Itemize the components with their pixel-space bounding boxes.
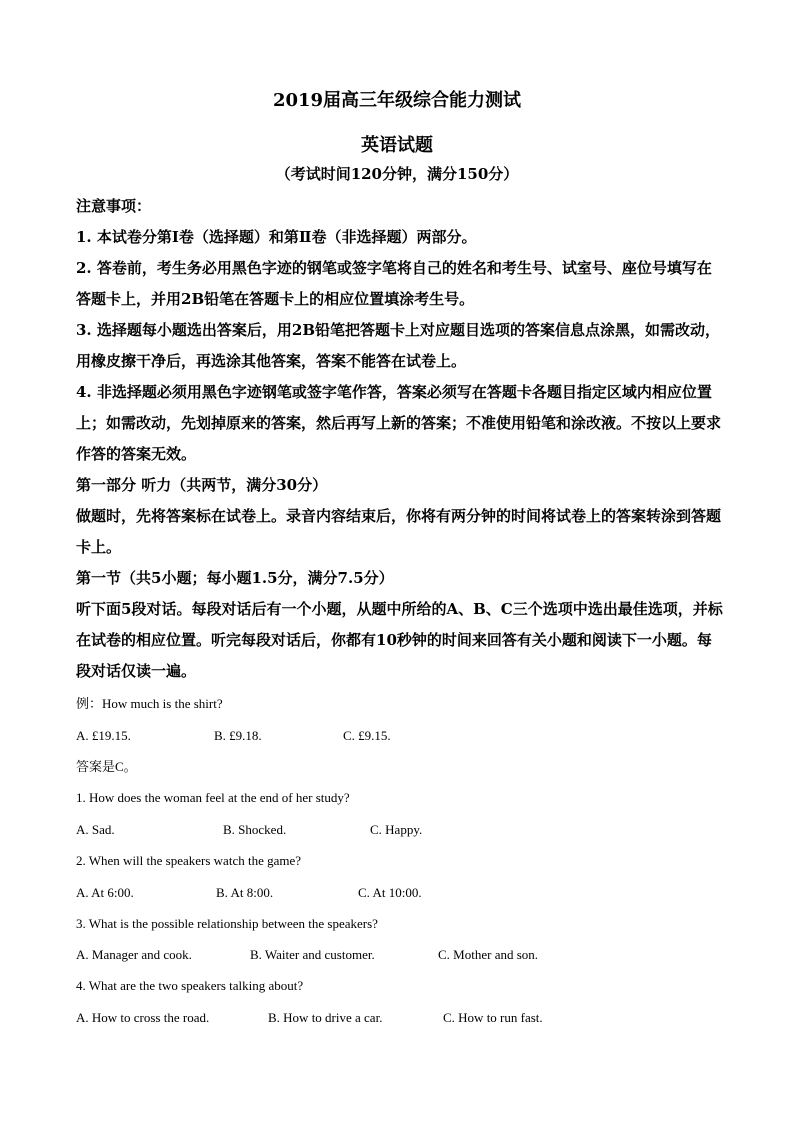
section1-instruction: 听下面5段对话。每段对话后有一个小题，从题中所给的A、B、C三个选项中选出最佳选项，并标在试卷的相应位置。听完每段对话后，你都有10秒钟的时间来回答有关小题和阅读下一小题。每段对话仅读一遍。 — [76, 600, 723, 680]
example-answer: 答案是C。 — [76, 759, 137, 774]
example-option-c: C. £9.15. — [343, 728, 391, 743]
notice-heading: 注意事项： — [76, 197, 152, 215]
question-2-option-a: A. At 6:00. — [76, 885, 134, 900]
question-1-option-b: B. Shocked. — [223, 822, 287, 837]
question-2-option-c: C. At 10:00. — [358, 885, 422, 900]
question-1: 1. How does the woman feel at the end of her study? — [76, 790, 350, 805]
subject-title: 英语试题 — [361, 135, 433, 156]
question-3-option-c: C. Mother and son. — [438, 947, 539, 962]
part1-instruction: 做题时，先将答案标在试卷上。录音内容结束后，你将有两分钟的时间将试卷上的答案转涂到答题卡上。 — [76, 507, 722, 556]
question-1-option-a: A. Sad. — [76, 822, 115, 837]
question-2-option-b: B. At 8:00. — [216, 885, 274, 900]
question-3-option-a: A. Manager and cook. — [76, 947, 192, 962]
question-4-option-b: B. How to drive a car. — [268, 1010, 383, 1025]
question-4-option-a: A. How to cross the road. — [76, 1010, 210, 1025]
notice-item-2: 2. 答卷前，考生务必用黑色字迹的钢笔或签字笔将自己的姓名和考生号、试室号、座位号填写在答题卡上，并用2B铅笔在答题卡上的相应位置填涂考生号。 — [76, 259, 712, 308]
example-option-b: B. £9.18. — [214, 728, 262, 743]
section1-heading: 第一节（共5小题；每小题1.5分，满分7.5分） — [76, 569, 394, 587]
question-2: 2. When will the speakers watch the game? — [76, 853, 302, 868]
question-4-option-c: C. How to run fast. — [443, 1010, 543, 1025]
notice-item-4: 4. 非选择题必须用黑色字迹钢笔或签字笔作答，答案必须写在答题卡各题目指定区域内相应位置上；如需改动，先划掉原来的答案，然后再写上新的答案；不准使用铅笔和涂改液。不按以上要求作答的答案无效。 — [76, 383, 722, 463]
example-option-a: A. £19.15. — [76, 728, 131, 743]
exam-info: （考试时间120分钟，满分150分） — [275, 165, 519, 183]
question-3-option-b: B. Waiter and customer. — [250, 947, 375, 962]
notice-item-3: 3. 选择题每小题选出答案后，用2B铅笔把答题卡上对应题目选项的答案信息点涂黑，如需改动，用橡皮擦干净后，再选涂其他答案，答案不能答在试卷上。 — [76, 321, 721, 370]
example-question: 例：How much is the shirt? — [76, 696, 223, 711]
question-4: 4. What are the two speakers talking about? — [76, 978, 304, 993]
part1-heading: 第一部分 听力（共两节，满分30分） — [76, 476, 328, 494]
question-1-option-c: C. Happy. — [370, 822, 423, 837]
question-3: 3. What is the possible relationship between the speakers? — [76, 916, 378, 931]
notice-item-1: 1. 本试卷分第Ⅰ卷（选择题）和第Ⅱ卷（非选择题）两部分。 — [76, 228, 477, 246]
exam-title: 2019届高三年级综合能力测试 — [272, 90, 522, 111]
